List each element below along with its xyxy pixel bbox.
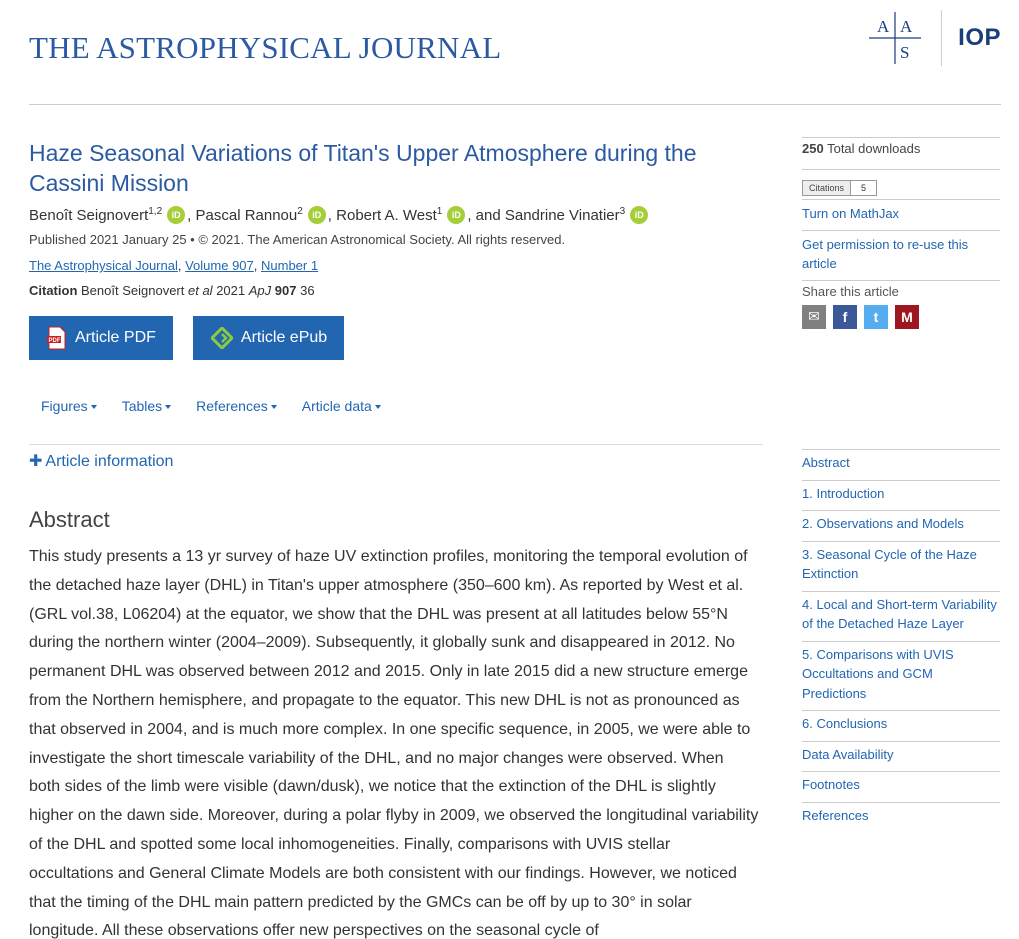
tab-tables-label: Tables — [121, 398, 163, 415]
publisher-logos — [865, 10, 1001, 66]
aas-letter-3: S — [900, 43, 910, 62]
tab-article-data[interactable] — [302, 398, 381, 414]
toc-item-seasonal-cycle[interactable]: 3. Seasonal Cycle of the Haze Extinction — [802, 541, 1000, 591]
article-information-label: Article information — [45, 453, 174, 471]
plus-icon: ✚ — [29, 453, 43, 471]
download-buttons — [29, 316, 763, 360]
aas-letter-1: A — [877, 17, 890, 36]
citation-volume: 907 — [274, 283, 297, 299]
article-information-toggle[interactable] — [29, 444, 763, 471]
author-name[interactable]: Sandrine Vinatier — [504, 207, 620, 224]
download-count — [802, 137, 1000, 169]
citations-badge-box — [802, 180, 877, 196]
article-main — [29, 138, 763, 939]
citation-authors: Benoît Seignovert — [81, 283, 185, 299]
pdf-icon — [47, 326, 67, 350]
share-icons — [802, 305, 1000, 329]
permission-link[interactable]: Get permission to re-use this article — [802, 236, 969, 271]
citation-page: 36 — [300, 283, 315, 299]
tab-figures-label: Figures — [41, 398, 88, 415]
published-date: Published 2021 January 25 • © 2021. The American Astronomical Society. All rights reserved. — [29, 232, 566, 248]
author-name[interactable]: Benoît Seignovert — [29, 207, 149, 224]
downloads-number: 250 — [802, 141, 824, 156]
orcid-icon[interactable]: iD — [630, 206, 648, 224]
epub-icon — [211, 327, 233, 349]
citation-year: 2021 — [216, 283, 246, 299]
link-separator: , — [177, 258, 186, 274]
tab-references[interactable] — [196, 398, 277, 414]
volume-link[interactable]: Volume 907 — [185, 258, 254, 274]
mathjax-toggle-link[interactable]: Turn on MathJax — [802, 206, 900, 221]
citations-badge-label: Citations — [803, 181, 851, 195]
tab-references-label: References — [196, 398, 268, 415]
publication-links — [29, 257, 763, 275]
aas-logo-icon[interactable] — [865, 10, 925, 66]
citation-journal: ApJ — [248, 283, 272, 299]
author-affiliation[interactable]: 2 — [297, 206, 303, 217]
share-label: Share this article — [802, 283, 899, 299]
tab-figures[interactable] — [41, 398, 97, 414]
author-list — [29, 206, 763, 226]
share-row — [802, 280, 1000, 329]
article-sidebar — [802, 137, 1000, 329]
orcid-icon[interactable]: iD — [308, 206, 326, 224]
downloads-label: Total downloads — [827, 141, 921, 156]
citations-badge-count: 5 — [861, 183, 867, 193]
citations-badge[interactable] — [802, 169, 1000, 199]
caret-down-icon — [91, 405, 97, 409]
toc-item-conclusions[interactable]: 6. Conclusions — [802, 710, 1000, 741]
orcid-icon[interactable]: iD — [167, 206, 185, 224]
pdf-icon-label: PDF — [48, 338, 61, 345]
article-title: Haze Seasonal Variations of Titan's Upper Atmosphere during the Cassini Mission — [29, 140, 697, 196]
article-pdf-label: Article PDF — [75, 329, 156, 347]
citation-etal: et al — [188, 283, 213, 299]
author-name[interactable]: Robert A. West — [336, 207, 437, 224]
caret-down-icon — [271, 405, 277, 409]
author-affiliation[interactable]: 1 — [436, 206, 443, 217]
table-of-contents — [802, 449, 1000, 832]
citation-label: Citation — [29, 283, 78, 299]
permission-row — [802, 230, 1000, 280]
toc-item-introduction[interactable]: 1. Introduction — [802, 480, 1000, 511]
issue-link[interactable]: Number 1 — [261, 258, 319, 274]
toc-item-references[interactable]: References — [802, 802, 1000, 833]
aas-letter-2: A — [900, 17, 913, 36]
iop-logo[interactable]: IOP — [958, 24, 1001, 51]
journal-link[interactable]: The Astrophysical Journal — [29, 258, 178, 274]
author-separator: , — [187, 207, 196, 224]
facebook-icon[interactable]: f — [833, 305, 857, 329]
author-name[interactable]: Pascal Rannou — [195, 207, 298, 224]
author-affiliation[interactable]: 1,2 — [148, 206, 163, 217]
site-header — [29, 0, 1001, 105]
tab-article-data-label: Article data — [301, 398, 372, 415]
logo-divider — [941, 10, 942, 66]
abstract-heading: Abstract — [29, 507, 110, 533]
toc-item-abstract[interactable]: Abstract — [802, 449, 1000, 480]
orcid-icon[interactable]: iD — [447, 206, 465, 224]
abstract-text: This study presents a 13 yr survey of haze UV extinction profiles, monitoring the temporal evolution of the detached haze layer (DHL) in Titan's upper atmosphere (350–600 km). As reported by West et al. (GRL vol.38, L06204) at the equator, we show that the DHL was present at all latitudes below 55°N during the northern winter (2004–2009). Subsequently, it globally sunk and disappeared in 2012. No permanent DHL was observed between 2012 and 2015. Only in late 2015 did a new structure emerge from the Northern hemisphere, and propagate to the equator. This new DHL is not as pronounced as that observed in 2004, and is much more complex. In one specific sequence, in 2005, we were able to investigate the short timescale variability of the DHL, and no major changes were observed. When both sides of the limb were visible (dawn/dusk), we notice that the extinction of the DHL is slightly higher on the dawn side. Moreover, during a polar flyby in 2009, we observed the longitudinal variability of the DHL and spotted some local inhomogeneities. Finally, comparisons with UVIS stellar occultations and General Climate Models are both consistent with our findings. However, we noticed that the timing of the DHL main pattern predicted by the GMCs can be off by up to 30° in solar longitude. All these observations offer new perspectives on the seasonal cycle of — [29, 548, 759, 939]
article-pdf-button[interactable] — [29, 316, 173, 360]
article-tabs — [29, 398, 763, 414]
toc-item-local-variability[interactable]: 4. Local and Short-term Variability of the Detached Haze Layer — [802, 591, 1000, 641]
article-epub-button[interactable] — [193, 316, 344, 360]
citation-line — [29, 282, 763, 300]
author-separator: , — [327, 207, 337, 224]
mathjax-row — [802, 199, 1000, 230]
toc-item-observations[interactable]: 2. Observations and Models — [802, 510, 1000, 541]
link-separator: , — [253, 258, 261, 274]
toc-item-data-availability[interactable]: Data Availability — [802, 741, 1000, 772]
caret-down-icon — [165, 405, 171, 409]
article-epub-label: Article ePub — [240, 329, 328, 347]
author-separator: , and — [467, 207, 505, 224]
tab-tables[interactable] — [122, 398, 171, 414]
caret-down-icon — [375, 405, 381, 409]
author-affiliation[interactable]: 3 — [619, 206, 626, 217]
toc-item-footnotes[interactable]: Footnotes — [802, 771, 1000, 802]
twitter-icon[interactable]: t — [864, 305, 888, 329]
mail-icon[interactable]: ✉ — [802, 305, 826, 329]
toc-item-comparisons[interactable]: 5. Comparisons with UVIS Occultations and GCM Predictions — [802, 641, 1000, 711]
mendeley-icon[interactable]: M — [895, 305, 919, 329]
journal-title-link[interactable]: THE ASTROPHYSICAL JOURNAL — [29, 30, 502, 65]
